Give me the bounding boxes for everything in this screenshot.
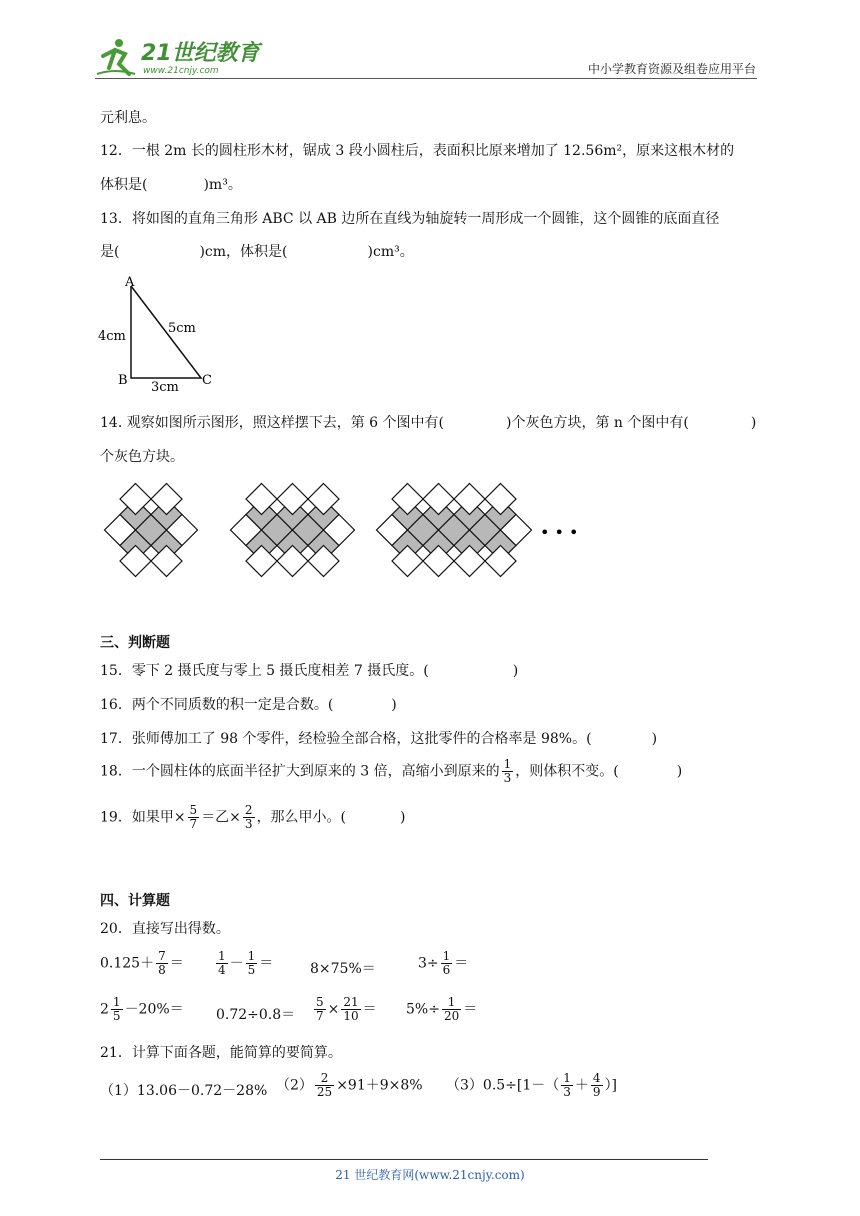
vertex-a-label: A xyxy=(125,275,135,290)
fraction: $\frac{2}{3}$ xyxy=(244,803,253,831)
question-19: 19．如果甲× $\frac{5}{7}$ ＝乙× $\frac{2}{3}$ ，那么甲小。( ) xyxy=(100,803,406,831)
logo-url: www.21cnjy.com xyxy=(143,66,219,76)
calc-r2c3: $\frac{5}{7}$ × $\frac{21}{10}$ ＝ xyxy=(316,995,377,1023)
continuation-dots: • • • xyxy=(540,523,579,542)
line-continued: 元利息。 xyxy=(100,110,156,126)
question-15: 15．零下 2 摄氏度与零上 5 摄氏度相差 7 摄氏度。( ) xyxy=(100,663,519,679)
pattern-figures xyxy=(100,482,580,582)
fraction: $\frac{5}{7}$ xyxy=(189,803,198,831)
question-13-line1: 13．将如图的直角三角形 ABC 以 AB 边所在直线为轴旋转一周形成一个圆锥，这个圆锥的底面直径 xyxy=(100,211,720,227)
calc-r2c4: 5%÷ $\frac{1}{20}$ ＝ xyxy=(406,995,478,1023)
calc-r1c1: 0.125＋ $\frac{7}{8}$ ＝ xyxy=(100,949,184,977)
vertex-c-label: C xyxy=(202,373,212,388)
calc-r2c1: 2 $\frac{1}{5}$ －20%＝ xyxy=(100,995,184,1023)
side-ab-label: 4cm xyxy=(98,329,126,344)
header-rule xyxy=(95,78,757,79)
calc-part-1: （1）13.06－0.72－28% xyxy=(100,1083,268,1099)
section-3-title: 三、判断题 xyxy=(100,635,170,651)
question-14-line2: 个灰色方块。 xyxy=(100,449,184,465)
footer-text: 21 世纪教育网(www.21cnjy.com) xyxy=(335,1168,525,1182)
calc-r1c4: 3÷ $\frac{1}{6}$ ＝ xyxy=(418,949,469,977)
calc-r2c2: 0.72÷0.8＝ xyxy=(216,1007,296,1023)
question-12-line2: 体积是( )m³。 xyxy=(100,177,242,193)
footer-rule xyxy=(100,1159,708,1160)
question-17: 17．张师傅加工了 98 个零件，经检验全部合格，这批零件的合格率是 98%。( ) xyxy=(100,731,658,747)
site-logo xyxy=(95,34,265,78)
question-21: 21．计算下面各题，能简算的要简算。 xyxy=(100,1045,342,1061)
vertex-b-label: B xyxy=(118,373,128,388)
calc-r1c2: $\frac{1}{4}$ － $\frac{1}{5}$ ＝ xyxy=(218,949,274,977)
section-4-title: 四、计算题 xyxy=(100,893,170,909)
calc-r1c3: 8×75%＝ xyxy=(310,961,376,977)
fraction: $\frac{1}{3}$ xyxy=(503,757,512,785)
question-18: 18．一个圆柱体的底面半径扩大到原来的 3 倍，高缩小到原来的 $\frac{1}{3}$ ，则体积不变。( ) xyxy=(100,757,683,785)
question-12-line1: 12．一根 2m 长的圆柱形木材，锯成 3 段小圆柱后，表面积比原来增加了 12.56m²，原来这根木材的 xyxy=(100,143,735,159)
calc-part-3: （3）0.5÷[1－（ $\frac{1}{3}$ ＋ $\frac{4}{9}$ ）] xyxy=(446,1071,618,1099)
logo-text: 21世纪教育 xyxy=(141,41,260,66)
calc-part-2: （2） $\frac{2}{25}$ ×91＋9×8% xyxy=(276,1071,423,1099)
triangle-figure xyxy=(96,274,226,394)
question-14-line1: 14. 观察如图所示图形，照这样摆下去，第 6 个图中有( )个灰色方块，第 n 个图中有( ) xyxy=(100,415,757,431)
side-ac-label: 5cm xyxy=(168,321,196,336)
question-20: 20．直接写出得数。 xyxy=(100,921,230,937)
platform-name: 中小学教育资源及组卷应用平台 xyxy=(587,62,756,76)
question-16: 16．两个不同质数的积一定是合数。( ) xyxy=(100,697,397,713)
question-13-line2: 是( )cm，体积是( )cm³。 xyxy=(100,244,414,260)
side-bc-label: 3cm xyxy=(151,380,179,394)
